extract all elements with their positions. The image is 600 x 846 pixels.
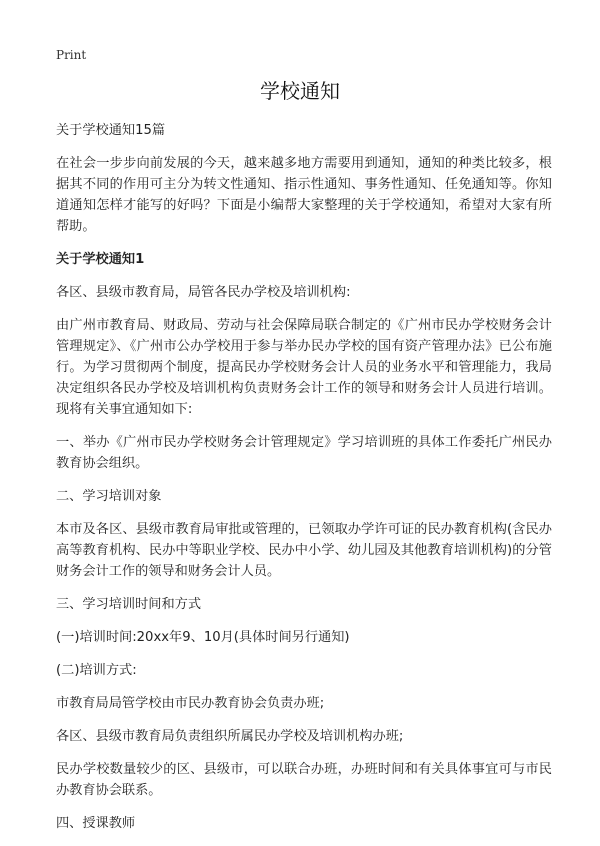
body-paragraph: 三、学习培训时间和方式 xyxy=(56,597,202,612)
salutation-paragraph: 各区、县级市教育局，局管各民办学校及培训机构: xyxy=(56,285,351,300)
article-body xyxy=(56,120,552,846)
page-title: 学校通知 xyxy=(260,79,340,103)
body-paragraph: 一、举办《广州市民办学校财务会计管理规定》学习培训班的具体工作委托广州民办教育协会组织。 xyxy=(56,435,552,471)
intro-paragraph: 在社会一步步向前发展的今天，越来越多地方需要用到通知，通知的种类比较多，根据其不同的作用可主分为转文性通知、指示性通知、事务性通知、任免通知等。你知道通知怎样才能写的好吗？下面是小编帮大家整理的关于学校通知，希望对大家有所帮助。 xyxy=(56,156,552,234)
section-heading: 关于学校通知1 xyxy=(56,252,145,267)
body-paragraph: 四、授课教师 xyxy=(56,816,136,831)
print-link[interactable]: Print xyxy=(56,48,87,62)
body-paragraph: (一)培训时间:20xx年9、10月(具体时间另行通知) xyxy=(56,630,350,645)
article-subtitle: 关于学校通知15篇 xyxy=(56,123,166,138)
body-paragraph: 本市及各区、县级市教育局审批或管理的，已领取办学许可证的民办教育机构(含民办高等教育机构、民办中等职业学校、民办中小学、幼儿园及其他教育培训机构)的分管财务会计工作的领导和财务会计人员。 xyxy=(56,522,552,579)
body-paragraph: 市教育局局管学校由市民办教育协会负责办班; xyxy=(56,696,325,711)
body-paragraph: (二)培训方式: xyxy=(56,663,137,678)
body-paragraph: 各区、县级市教育局负责组织所属民办学校及培训机构办班; xyxy=(56,729,404,744)
body-paragraph: 二、学习培训对象 xyxy=(56,489,162,504)
body-paragraph: 民办学校数量较少的区、县级市，可以联合办班，办班时间和有关具体事宜可与市民办教育协会联系。 xyxy=(56,762,552,798)
body-paragraph: 由广州市教育局、财政局、劳动与社会保障局联合制定的《广州市民办学校财务会计管理规定》、《广州市公办学校用于参与举办民办学校的国有资产管理办法》已公布施行。为学习贯彻两个制度，提高民办学校财务会计人员的业务水平和管理能力，我局决定组织各民办学校及培训机构负责财务会计工作的领导和财务会计人员进行培训。现将有关事宜通知如下: xyxy=(56,318,552,417)
